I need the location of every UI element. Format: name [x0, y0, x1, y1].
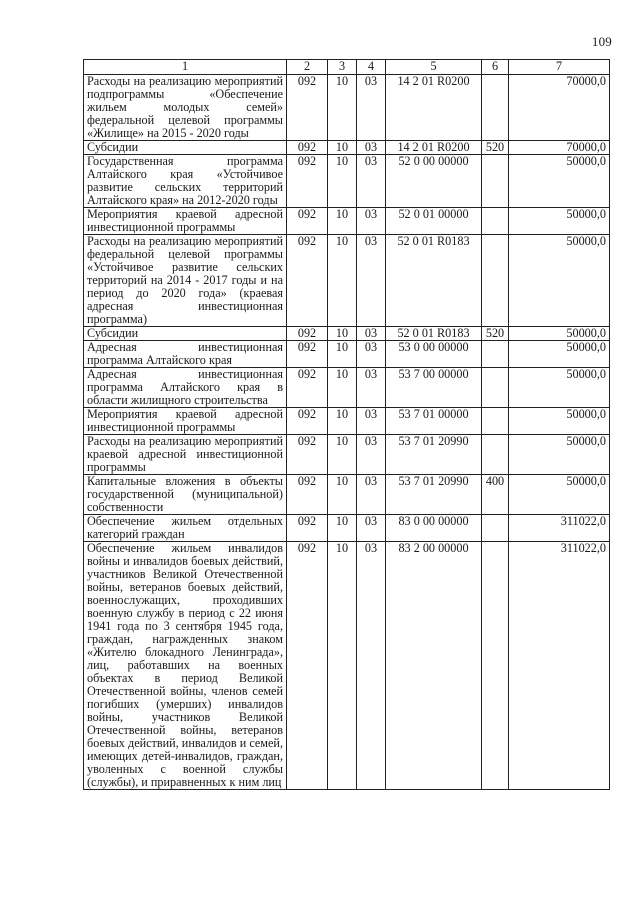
subsection-code-cell: 03 — [357, 341, 386, 368]
section-code-cell: 10 — [328, 235, 357, 327]
row-name-cell: Расходы на реализацию мероприятий краевой адресной инвестиционной программы — [84, 435, 287, 475]
amount-cell: 50000,0 — [509, 341, 610, 368]
subsection-code-cell: 03 — [357, 515, 386, 542]
ministry-code-cell: 092 — [287, 327, 328, 341]
ministry-code-cell: 092 — [287, 208, 328, 235]
section-code-cell: 10 — [328, 141, 357, 155]
subsection-code-cell: 03 — [357, 208, 386, 235]
budget-table — [83, 59, 610, 790]
expense-type-cell — [482, 75, 509, 141]
amount-cell: 50000,0 — [509, 368, 610, 408]
row-name-cell: Адресная инвестиционная программа Алтайского края в области жилищного строительства — [84, 368, 287, 408]
target-article-cell: 52 0 01 00000 — [386, 208, 482, 235]
section-code-cell: 10 — [328, 435, 357, 475]
row-name-cell: Государственная программа Алтайского края «Устойчивое развитие сельских территорий Алтайского края» на 2012-2020 годы — [84, 155, 287, 208]
target-article-cell: 52 0 01 R0183 — [386, 327, 482, 341]
section-code-cell: 10 — [328, 341, 357, 368]
ministry-code-cell: 092 — [287, 515, 328, 542]
table-header — [84, 60, 610, 75]
ministry-code-cell: 092 — [287, 75, 328, 141]
table-row — [84, 368, 610, 408]
amount-cell: 50000,0 — [509, 475, 610, 515]
target-article-cell: 83 2 00 00000 — [386, 542, 482, 790]
expense-type-cell — [482, 542, 509, 790]
subsection-code-cell: 03 — [357, 235, 386, 327]
row-name-cell: Субсидии — [84, 327, 287, 341]
amount-cell: 50000,0 — [509, 327, 610, 341]
target-article-cell: 83 0 00 00000 — [386, 515, 482, 542]
expense-type-cell: 520 — [482, 327, 509, 341]
ministry-code-cell: 092 — [287, 475, 328, 515]
expense-type-cell — [482, 155, 509, 208]
subsection-code-cell: 03 — [357, 542, 386, 790]
table-row — [84, 75, 610, 141]
expense-type-cell: 400 — [482, 475, 509, 515]
target-article-cell: 52 0 01 R0183 — [386, 235, 482, 327]
amount-cell: 50000,0 — [509, 155, 610, 208]
expense-type-cell — [482, 435, 509, 475]
header-cell-6: 6 — [482, 60, 509, 75]
section-code-cell: 10 — [328, 368, 357, 408]
target-article-cell: 14 2 01 R0200 — [386, 75, 482, 141]
ministry-code-cell: 092 — [287, 408, 328, 435]
table-row — [84, 341, 610, 368]
row-name-cell: Субсидии — [84, 141, 287, 155]
expense-type-cell — [482, 341, 509, 368]
row-name-cell: Мероприятия краевой адресной инвестиционной программы — [84, 208, 287, 235]
amount-cell: 311022,0 — [509, 542, 610, 790]
amount-cell: 50000,0 — [509, 435, 610, 475]
target-article-cell: 14 2 01 R0200 — [386, 141, 482, 155]
header-cell-3: 3 — [328, 60, 357, 75]
ministry-code-cell: 092 — [287, 435, 328, 475]
page-number: 109 — [591, 34, 612, 49]
section-code-cell: 10 — [328, 75, 357, 141]
table-body — [84, 75, 610, 790]
header-cell-7: 7 — [509, 60, 610, 75]
header-cell-4: 4 — [357, 60, 386, 75]
table-row — [84, 155, 610, 208]
target-article-cell: 53 7 01 20990 — [386, 435, 482, 475]
header-cell-2: 2 — [287, 60, 328, 75]
target-article-cell: 53 0 00 00000 — [386, 341, 482, 368]
target-article-cell: 52 0 00 00000 — [386, 155, 482, 208]
section-code-cell: 10 — [328, 208, 357, 235]
row-name-cell: Адресная инвестиционная программа Алтайского края — [84, 341, 287, 368]
subsection-code-cell: 03 — [357, 75, 386, 141]
section-code-cell: 10 — [328, 327, 357, 341]
ministry-code-cell: 092 — [287, 155, 328, 208]
ministry-code-cell: 092 — [287, 341, 328, 368]
table-row — [84, 475, 610, 515]
expense-type-cell: 520 — [482, 141, 509, 155]
ministry-code-cell: 092 — [287, 141, 328, 155]
target-article-cell: 53 7 00 00000 — [386, 368, 482, 408]
section-code-cell: 10 — [328, 408, 357, 435]
subsection-code-cell: 03 — [357, 475, 386, 515]
subsection-code-cell: 03 — [357, 141, 386, 155]
table-row — [84, 408, 610, 435]
expense-type-cell — [482, 235, 509, 327]
amount-cell: 50000,0 — [509, 235, 610, 327]
subsection-code-cell: 03 — [357, 408, 386, 435]
table-row — [84, 141, 610, 155]
amount-cell: 70000,0 — [509, 141, 610, 155]
ministry-code-cell: 092 — [287, 368, 328, 408]
subsection-code-cell: 03 — [357, 155, 386, 208]
target-article-cell: 53 7 01 20990 — [386, 475, 482, 515]
expense-type-cell — [482, 408, 509, 435]
target-article-cell: 53 7 01 00000 — [386, 408, 482, 435]
row-name-cell: Расходы на реализацию мероприятий подпрограммы «Обеспечение жильем молодых семей» федеральной целевой программы «Жилище» на 2015 - 2020 годы — [84, 75, 287, 141]
header-row — [84, 60, 610, 75]
row-name-cell: Мероприятия краевой адресной инвестиционной программы — [84, 408, 287, 435]
subsection-code-cell: 03 — [357, 435, 386, 475]
row-name-cell: Расходы на реализацию мероприятий федеральной целевой программы «Устойчивое развитие сельских территорий на 2014 - 2017 годы и на период до 2020 года» (краевая адресная инвестиционная программа) — [84, 235, 287, 327]
amount-cell: 50000,0 — [509, 208, 610, 235]
table-row — [84, 208, 610, 235]
expense-type-cell — [482, 515, 509, 542]
amount-cell: 311022,0 — [509, 515, 610, 542]
header-cell-1: 1 — [84, 60, 287, 75]
table-row — [84, 542, 610, 790]
section-code-cell: 10 — [328, 542, 357, 790]
table-row — [84, 235, 610, 327]
row-name-cell: Капитальные вложения в объекты государственной (муниципальной) собственности — [84, 475, 287, 515]
row-name-cell: Обеспечение жильем отдельных категорий граждан — [84, 515, 287, 542]
table-row — [84, 435, 610, 475]
section-code-cell: 10 — [328, 155, 357, 208]
section-code-cell: 10 — [328, 475, 357, 515]
row-name-cell: Обеспечение жильем инвалидов войны и инвалидов боевых действий, участников Великой Отечественной войны, ветеранов боевых действий, военнослужащих, проходивших военную службу в период с 22 июня 1941 года по 3 сентября 1945 года, граждан, награжденных знаком «Жителю блокадного Ленинграда», лиц, работавших на военных объектах в период Великой Отечественной войны, членов семей погибших (умерших) инвалидов войны, участников Великой Отечественной войны, ветеранов боевых действий, инвалидов и семей, имеющих детей-инвалидов, граждан, уволенных с военной службы (службы), и приравненных к ним лиц — [84, 542, 287, 790]
expense-type-cell — [482, 208, 509, 235]
amount-cell: 70000,0 — [509, 75, 610, 141]
ministry-code-cell: 092 — [287, 542, 328, 790]
ministry-code-cell: 092 — [287, 235, 328, 327]
section-code-cell: 10 — [328, 515, 357, 542]
expense-type-cell — [482, 368, 509, 408]
subsection-code-cell: 03 — [357, 368, 386, 408]
amount-cell: 50000,0 — [509, 408, 610, 435]
table-row — [84, 327, 610, 341]
subsection-code-cell: 03 — [357, 327, 386, 341]
table-row — [84, 515, 610, 542]
header-cell-5: 5 — [386, 60, 482, 75]
